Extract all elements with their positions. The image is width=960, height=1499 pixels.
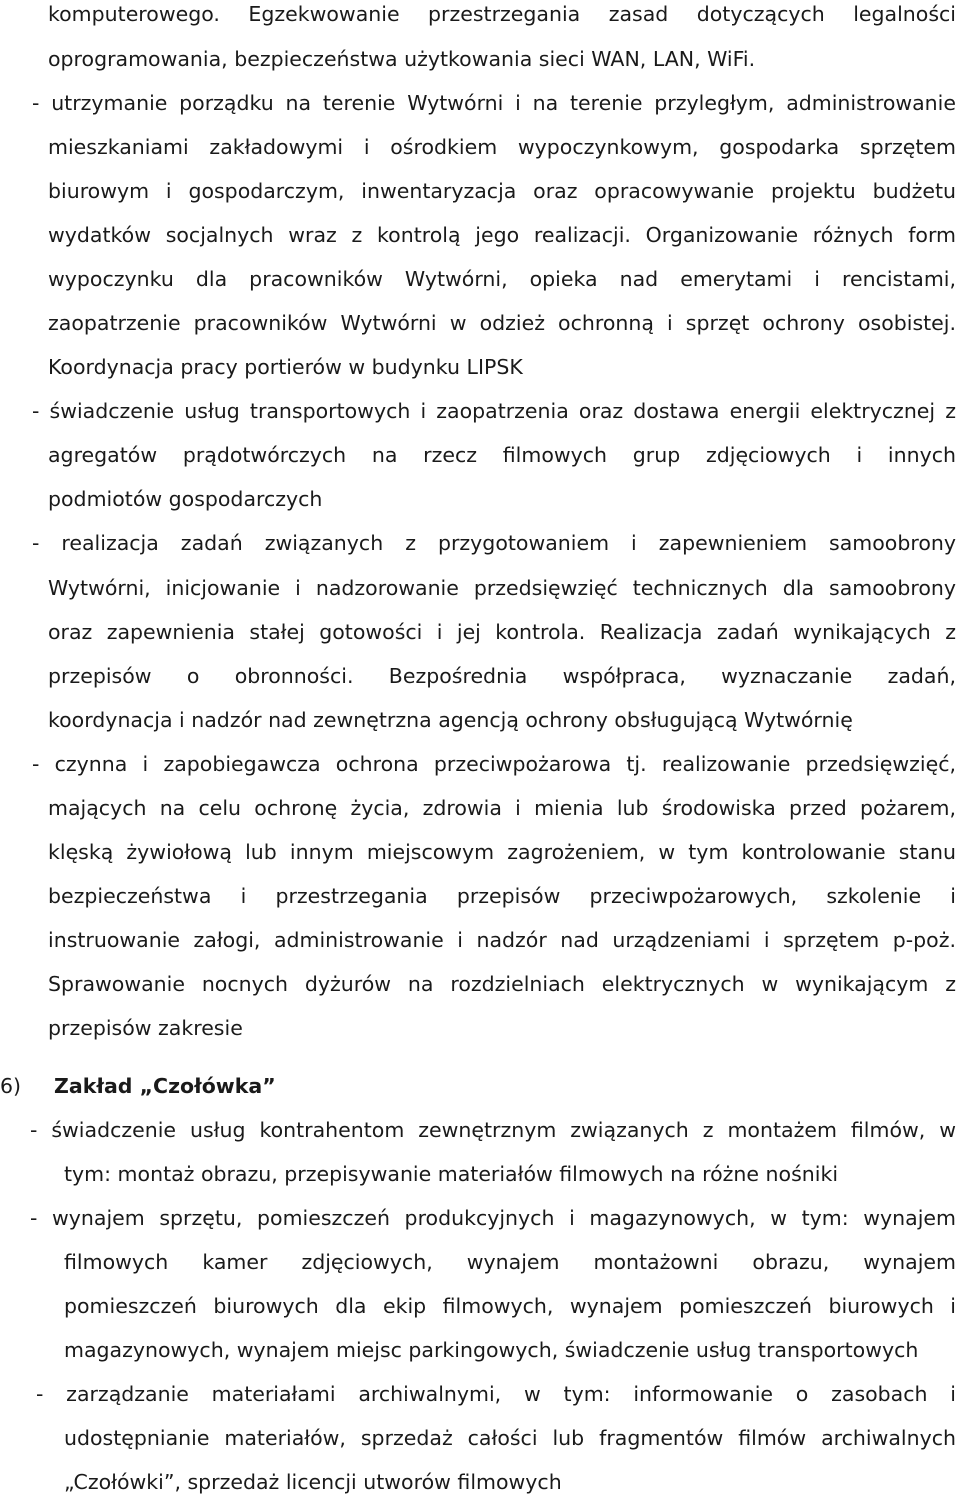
text-line: koordynacja i nadzór nad zewnętrzna agencją ochrony obsługującą Wytwórnię [48, 708, 853, 732]
text-line: Wytwórni, inicjowanie i nadzorowanie przedsięwzięć technicznych dla samoobrony [48, 576, 956, 600]
text-line: „Czołówki”, sprzedaż licencji utworów filmowych [64, 1470, 562, 1494]
list-item-line: - czynna i zapobiegawcza ochrona przeciwpożarowa tj. realizowanie przedsięwzięć, [32, 752, 956, 776]
list-item-line: - świadczenie usług kontrahentom zewnętrznym związanych z montażem filmów, w [30, 1118, 956, 1142]
list-item-line: - świadczenie usług transportowych i zaopatrzenia oraz dostawa energii elektrycznej z [32, 399, 956, 423]
text-line: udostępnianie materiałów, sprzedaż całości lub fragmentów filmów archiwalnych [64, 1426, 956, 1450]
text-line: klęską żywiołową lub innym miejscowym zagrożeniem, w tym kontrolowanie stanu [48, 840, 956, 864]
text-line: magazynowych, wynajem miejsc parkingowych, świadczenie usług transportowych [64, 1338, 919, 1362]
text-line: biurowym i gospodarczym, inwentaryzacja oraz opracowywanie projektu budżetu [48, 179, 956, 203]
text-line: bezpieczeństwa i przestrzegania przepisów przeciwpożarowych, szkolenie i [48, 884, 956, 908]
text-line: Koordynacja pracy portierów w budynku LIPSK [48, 355, 523, 379]
list-item-line: - realizacja zadań związanych z przygotowaniem i zapewnieniem samoobrony [32, 531, 956, 555]
text-line: agregatów prądotwórczych na rzecz filmowych grup zdjęciowych i innych [48, 443, 956, 467]
text-line: oraz zapewnienia stałej gotowości i jej kontrola. Realizacja zadań wynikających z [48, 620, 956, 644]
section-number: 6) [0, 1074, 22, 1098]
text-line: przepisów o obronności. Bezpośrednia współpraca, wyznaczanie zadań, [48, 664, 956, 688]
text-line: wypoczynku dla pracowników Wytwórni, opieka nad emerytami i rencistami, [48, 267, 956, 291]
text-line: tym: montaż obrazu, przepisywanie materiałów filmowych na różne nośniki [64, 1162, 839, 1186]
text-line: filmowych kamer zdjęciowych, wynajem montażowni obrazu, wynajem [64, 1250, 956, 1274]
text-line: oprogramowania, bezpieczeństwa użytkowania sieci WAN, LAN, WiFi. [48, 47, 756, 71]
section-title: Zakład „Czołówka” [54, 1074, 276, 1098]
text-line: komputerowego. Egzekwowanie przestrzegania zasad dotyczących legalności [48, 2, 956, 26]
text-line: instruowanie załogi, administrowanie i nadzór nad urządzeniami i sprzętem p-poż. [48, 928, 956, 952]
text-line: wydatków socjalnych wraz z kontrolą jego realizacji. Organizowanie różnych form [48, 223, 956, 247]
text-line: przepisów zakresie [48, 1016, 243, 1040]
text-line: mieszkaniami zakładowymi i ośrodkiem wypoczynkowym, gospodarka sprzętem [48, 135, 956, 159]
text-line: pomieszczeń biurowych dla ekip filmowych, wynajem pomieszczeń biurowych i [64, 1294, 956, 1318]
text-line: podmiotów gospodarczych [48, 487, 323, 511]
text-line: Sprawowanie nocnych dyżurów na rozdzielniach elektrycznych w wynikającym z [48, 972, 956, 996]
list-item-line: - wynajem sprzętu, pomieszczeń produkcyjnych i magazynowych, w tym: wynajem [30, 1206, 956, 1230]
text-line: mających na celu ochronę życia, zdrowia i mienia lub środowiska przed pożarem, [48, 796, 956, 820]
list-item-line: - zarządzanie materiałami archiwalnymi, w tym: informowanie o zasobach i [36, 1382, 956, 1406]
list-item-line: - utrzymanie porządku na terenie Wytwórni i na terenie przyległym, administrowanie [32, 91, 956, 115]
text-line: zaopatrzenie pracowników Wytwórni w odzież ochronną i sprzęt ochrony osobistej. [48, 311, 956, 335]
